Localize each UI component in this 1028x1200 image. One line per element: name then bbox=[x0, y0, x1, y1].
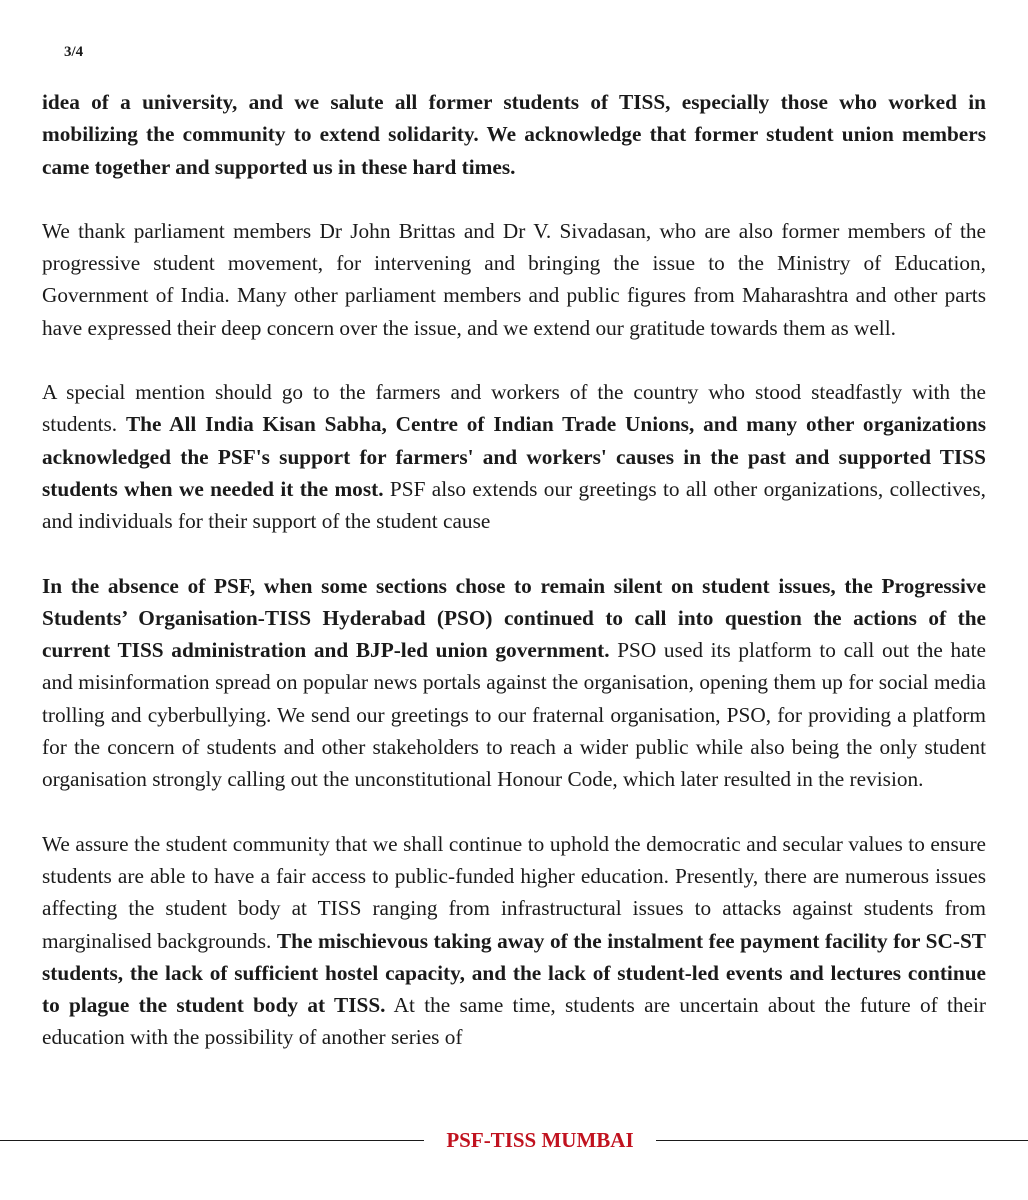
paragraph-5-bold-text: The mischievous taking away of the instalment fee payment facility for SC-ST students, the lack of sufficient hostel capacity, and the lack of student-led events and lectures continue to plague the student body at TISS. bbox=[42, 928, 986, 1018]
document-body bbox=[42, 86, 986, 1086]
paragraph-3-text-end: PSF also extends our greetings to all other organizations, collectives, and individuals for their support of the student cause bbox=[42, 476, 986, 534]
footer-rule-right bbox=[656, 1140, 1028, 1141]
paragraph-3 bbox=[42, 376, 986, 537]
paragraph-3-text-start: A special mention should go to the farmers and workers of the country who stood steadfastly with the students. bbox=[42, 380, 986, 437]
paragraph-2 bbox=[42, 215, 986, 344]
paragraph-1-bold-text: idea of a university, and we salute all former students of TISS, especially those who worked in mobilizing the community to extend solidarity. We acknowledge that former student union members came together and supported us in these hard times. bbox=[42, 90, 986, 179]
footer-rule-left bbox=[0, 1140, 424, 1141]
paragraph-2-text: We thank parliament members Dr John Brittas and Dr V. Sivadasan, who are also former members of the progressive student movement, for intervening and bringing the issue to the Ministry of Education, Government of India. Many other parliament members and public figures from Maharashtra and other parts have expressed their deep concern over the issue, and we extend our gratitude towards them as well. bbox=[42, 218, 986, 340]
paragraph-1 bbox=[42, 86, 986, 183]
paragraph-5-text-end: At the same time, students are uncertain about the future of their education with the possibility of another series of bbox=[42, 993, 987, 1050]
paragraph-4 bbox=[42, 570, 986, 796]
paragraph-3-bold-text: The All India Kisan Sabha, Centre of Indian Trade Unions, and many other organizations acknowledged the PSF's support for farmers' and workers' causes in the past and supported TISS students when we needed it the most. bbox=[42, 412, 986, 501]
page-number: 3/4 bbox=[64, 44, 84, 60]
paragraph-5 bbox=[42, 828, 986, 1054]
paragraph-4-text: PSO used its platform to call out the hate and misinformation spread on popular news portals against the organisation, opening them up for social media trolling and cyberbullying. We send our greetings to our fraternal organisation, PSO, for providing a platform for the concern of students and other stakeholders to reach a wider public while also being the only student organisation strongly calling out the unconstitutional Honour Code, which later resulted in the revision. bbox=[42, 638, 986, 792]
footer-title: PSF-TISS MUMBAI bbox=[446, 1128, 634, 1152]
paragraph-4-bold-text: In the absence of PSF, when some sections chose to remain silent on student issues, the Progressive Students’ Organisation-TISS Hyderabad (PSO) continued to call into question the actions of the current TISS administration and BJP-led union government. bbox=[42, 573, 986, 663]
paragraph-5-text-start: We assure the student community that we shall continue to uphold the democratic and secular values to ensure students are able to have a fair access to public-funded higher education. Presently, there are numerous issues affecting the student body at TISS ranging from infrastructural issues to attacks against students from marginalised backgrounds. bbox=[42, 831, 986, 953]
page-footer bbox=[0, 1126, 1028, 1156]
